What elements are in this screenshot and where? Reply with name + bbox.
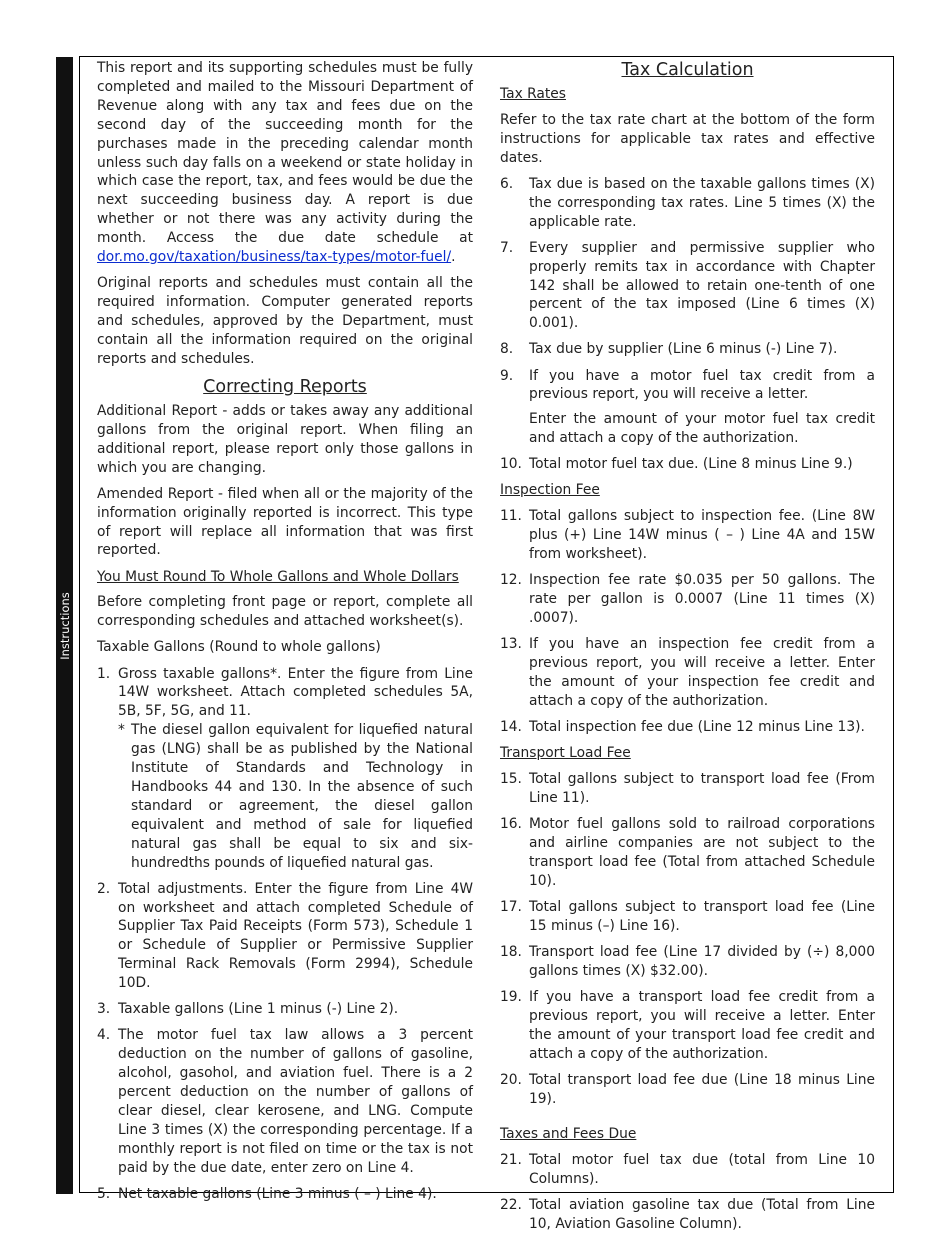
intro-paragraph-2: Original reports and schedules must contain all the required information. Computer generated reports and schedules, approved by the Department, must contain all the information required on the original reports and schedules.	[97, 275, 473, 367]
list-item: 11. Total gallons subject to inspection fee. (Line 8W plus (+) Line 14W minus ( – ) Line 4A and 15W from worksheet).	[500, 508, 875, 563]
credit-instruction: Enter the amount of your motor fuel tax credit and attach a copy of the authorization.	[529, 411, 875, 447]
taxable-gallons-heading: Taxable Gallons (Round to whole gallons)	[97, 639, 381, 656]
tax-rates-intro: Refer to the tax rate chart at the bottom of the form instructions for applicable tax rates and effective dates.	[500, 111, 875, 166]
list-item: 14. Total inspection fee due (Line 12 minus Line 13).	[500, 718, 865, 735]
taxes-fees-due-heading: Taxes and Fees Due	[500, 1126, 637, 1143]
list-item: 10. Total motor fuel tax due. (Line 8 minus Line 9.)	[500, 456, 853, 473]
additional-report-paragraph: Additional Report - adds or takes away any additional gallons from the original report. When filing an additional report, please report only those gallons in which you are changing.	[97, 402, 473, 476]
list-item: 22. Total aviation gasoline tax due (Total from Line 10, Aviation Gasoline Column).	[500, 1197, 875, 1233]
list-item: 7. Every supplier and permissive supplier who properly remits tax in accordance with Chapter 142 shall be allowed to retain one-tenth of one percent of the tax imposed (Line 6 times (X) 0.001).	[500, 239, 875, 332]
tax-rates-heading: Tax Rates	[500, 86, 566, 102]
list-item: 20. Total transport load fee due (Line 18 minus Line 19).	[500, 1071, 875, 1107]
list-item: 2. Total adjustments. Enter the figure from Line 4W on worksheet and attach completed Schedule of Supplier Tax Paid Receipts (Form 573), Schedule 1 or Schedule of Supplier or Permissive Supplier Terminal Rack Removals (Form 2994), Schedule 10D.	[97, 880, 473, 992]
amended-report-paragraph: Amended Report - filed when all or the majority of the information originally reported is incorrect. This type of report will replace all information that was first reported.	[97, 485, 473, 559]
right-column	[500, 59, 875, 1241]
list-item: 18. Transport load fee (Line 17 divided by (÷) 8,000 gallons times (X) $32.00).	[500, 943, 875, 979]
left-column	[97, 59, 473, 1211]
inspection-fee-list	[500, 507, 875, 737]
list-item: 15. Total gallons subject to transport load fee (From Line 11).	[500, 770, 875, 806]
list-item: 9. If you have a motor fuel tax credit from a previous report, you will receive a letter. Enter the amount of your motor fuel tax credit and attach a copy of the authorization.	[500, 367, 875, 447]
list-item: 5. Net taxable gallons (Line 3 minus ( – ) Line 4).	[97, 1185, 437, 1202]
list-item: 4. The motor fuel tax law allows a 3 percent deduction on the number of gallons of gasoline, alcohol, gasohol, and aviation fuel. There is a 2 percent deduction on the number of gallons of clear diesel, clear kerosene, and LNG. Compute Line 3 times (X) the corresponding percentage. If a monthly report is not filed on time or the tax is not paid by the due date, enter zero on Line 4.	[97, 1027, 473, 1176]
list-item: 16. Motor fuel gallons sold to railroad corporations and airline companies are not subject to the transport load fee (Total from attached Schedule 10).	[500, 815, 875, 889]
due-date-schedule-link[interactable]: dor.mo.gov/taxation/business/tax-types/motor-fuel/	[97, 249, 452, 266]
lng-footnote: * The diesel gallon equivalent for liquefied natural gas (LNG) shall be as published by the National Institute of Standards and Technology in Handbooks 44 and 130. In the absence of such standard or agreement, the diesel gallon equivalent and method of sale for liquefied natural gas shall be equal to six and six-hundredths pounds of liquefied natural gas.	[118, 722, 473, 871]
tax-rates-list	[500, 175, 875, 474]
list-item: 3. Taxable gallons (Line 1 minus (-) Line 2).	[97, 1001, 399, 1018]
transport-load-fee-heading: Transport Load Fee	[500, 745, 631, 762]
list-item: 1. Gross taxable gallons*. Enter the figure from Line 14W worksheet. Attach completed schedules 5A, 5B, 5F, 5G, and 11. * The diesel gallon equivalent for liquefied natural gas (LNG) shall be as published by the National Institute of Standards and Technology in Handbooks 44 and 130. In the absence of such standard or agreement, the diesel gallon equivalent and method of sale for liquefied natural gas shall be equal to six and six-hundredths pounds of liquefied natural gas.	[97, 665, 473, 871]
intro-paragraph-1: This report and its supporting schedules must be fully completed and mailed to the Missouri Department of Revenue along with any tax and fees due on the second day of the succeeding month for the purchases made in the preceding calendar month unless such day falls on a weekend or state holiday in which case the report, tax, and fees would be due the next succeeding business day. A report is due whether or not there was any activity during the month. Access the due date schedule at dor.mo.gov/taxation/business/tax-types/motor-fuel/.	[97, 60, 473, 266]
list-item: 17. Total gallons subject to transport load fee (Line 15 minus (–) Line 16).	[500, 898, 875, 934]
list-item: 6. Tax due is based on the taxable gallons times (X) the corresponding tax rates. Line 5 times (X) the applicable rate.	[500, 175, 875, 230]
taxable-gallons-list	[97, 665, 473, 1204]
round-gallons-heading: You Must Round To Whole Gallons and Whole Dollars	[97, 568, 459, 585]
list-item: 8. Tax due by supplier (Line 6 minus (-) Line 7).	[500, 341, 838, 358]
instructions-sidebar-tab	[56, 57, 73, 1194]
list-item: 19. If you have a transport load fee credit from a previous report, you will receive a letter. Enter the amount of your transport load fee credit and attach a copy of the authorization.	[500, 988, 875, 1062]
correcting-reports-heading: Correcting Reports	[203, 376, 367, 397]
transport-load-fee-list	[500, 770, 875, 1108]
sidebar-label: Instructions	[57, 591, 72, 660]
inspection-fee-heading: Inspection Fee	[500, 482, 600, 499]
list-item: 12. Inspection fee rate $0.035 per 50 gallons. The rate per gallon is 0.0007 (Line 11 times (X) .0007).	[500, 572, 875, 627]
tax-calculation-heading: Tax Calculation	[621, 60, 754, 80]
list-item: 13. If you have an inspection fee credit from a previous report, you will receive a letter. Enter the amount of your inspection fee credit and attach a copy of the authorization.	[500, 636, 875, 709]
list-item: 21. Total motor fuel tax due (total from Line 10 Columns).	[500, 1152, 875, 1188]
before-completing-paragraph: Before completing front page or report, complete all corresponding schedules and attached worksheet(s).	[97, 594, 473, 630]
taxes-fees-due-list	[500, 1151, 875, 1234]
